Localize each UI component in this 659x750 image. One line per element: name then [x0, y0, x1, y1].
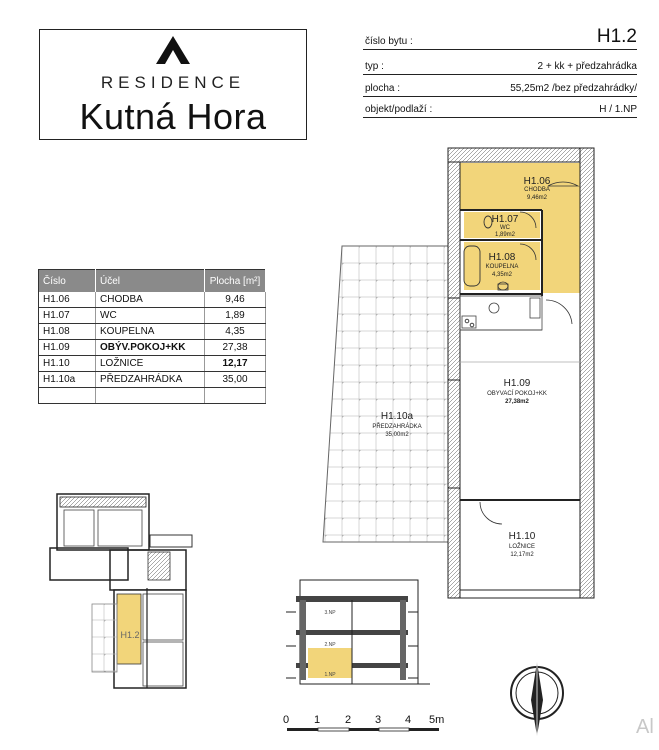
column-header-area: Plocha [m²]: [205, 270, 266, 293]
north-arrow-icon: [511, 662, 563, 736]
logo-line1: RESIDENCE: [100, 73, 246, 92]
room-label-h109-area: 27,38m2: [505, 399, 529, 405]
logo-line2: Kutná Hora: [79, 96, 267, 137]
cell-area: 12,17: [205, 356, 266, 372]
room-label-h110-name: LOŽNICE: [508, 544, 536, 550]
cell-use: OBÝV.POKOJ+KK: [96, 340, 205, 356]
key-plan-label: H1.2: [120, 630, 140, 640]
scale-tick-label: 2: [345, 714, 352, 726]
wall-top: [448, 148, 580, 162]
cell-area: 1,89: [205, 308, 266, 324]
key-plan: [50, 494, 192, 688]
cell-use: KOUPELNA: [96, 324, 205, 340]
cell-use: PŘEDZAHRÁDKA: [96, 372, 205, 388]
room-label-h107-area: 1,89m2: [494, 232, 516, 238]
wall-left-lower: [448, 298, 460, 598]
cell-area: 4,35: [205, 324, 266, 340]
room-label-h109-name: OBYVACÍ POKOJ+KK: [487, 391, 547, 397]
info-value: 2 + kk + předzahrádka: [537, 61, 637, 72]
scale-tick-label: 1: [314, 714, 321, 726]
room-label-h110a-id: H1.10a: [380, 411, 414, 422]
scale-tick-label: 3: [375, 714, 382, 726]
info-value: 55,25m2 /bez předzahrádky/: [510, 83, 637, 94]
scale-bar: [287, 728, 439, 731]
cell-number: H1.07: [39, 308, 96, 324]
section-floor-label: 3.NP: [324, 610, 336, 616]
cell-area: 35,00: [205, 372, 266, 388]
room-label-h110a-area: 35,00m2: [385, 432, 409, 438]
building-section: [286, 580, 430, 684]
cell-number: H1.10a: [39, 372, 96, 388]
watermark: Al: [636, 716, 654, 738]
wall-bottom: [460, 590, 580, 598]
room-label-h106-name: CHODBA: [524, 187, 550, 193]
garden-area: [323, 246, 448, 542]
cell-number: H1.10: [39, 356, 96, 372]
info-label: objekt/podlaží :: [365, 104, 433, 115]
section-floor-label: 2.NP: [324, 642, 336, 648]
scale-tick-label: 0: [283, 714, 290, 726]
column-header-use: Účel: [96, 270, 205, 293]
room-label-h106-area: 9,46m2: [526, 195, 548, 201]
cell-area: 9,46: [205, 292, 266, 308]
room-label-h107-id: H1.07: [491, 214, 519, 225]
info-label: číslo bytu :: [365, 36, 413, 47]
room-label-h108-area: 4,35m2: [491, 272, 513, 278]
info-value: H / 1.NP: [599, 104, 637, 115]
wall-right: [580, 148, 594, 598]
column-header-number: Číslo: [39, 270, 96, 293]
wall-left-upper: [448, 148, 460, 298]
room-label-h110a-name: PŘEDZAHRÁDKA: [372, 424, 422, 430]
room-label-h108-name: KOUPELNA: [485, 264, 519, 270]
room-label-h109-id: H1.09: [503, 378, 531, 389]
room-label-h110-area: 12,17m2: [510, 552, 534, 558]
scale-tick-label: 4: [405, 714, 412, 726]
cell-use: WC: [96, 308, 205, 324]
room-label-h110-id: H1.10: [508, 531, 536, 542]
room-label-h106-id: H1.06: [523, 176, 551, 187]
cell-area: 27,38: [205, 340, 266, 356]
cell-use: LOŽNICE: [96, 356, 205, 372]
cell-number: H1.08: [39, 324, 96, 340]
cell-number: H1.09: [39, 340, 96, 356]
info-label: typ :: [365, 61, 384, 72]
cell-number: H1.06: [39, 292, 96, 308]
room-label-h107-name: WC: [500, 225, 510, 231]
info-label: plocha :: [365, 83, 401, 94]
section-floor-label: 1.NP: [324, 672, 336, 678]
room-label-h108-id: H1.08: [488, 252, 516, 263]
scale-tick-label: 5m: [429, 714, 445, 726]
apartment-number: H1.2: [596, 26, 637, 47]
cell-use: CHODBA: [96, 292, 205, 308]
